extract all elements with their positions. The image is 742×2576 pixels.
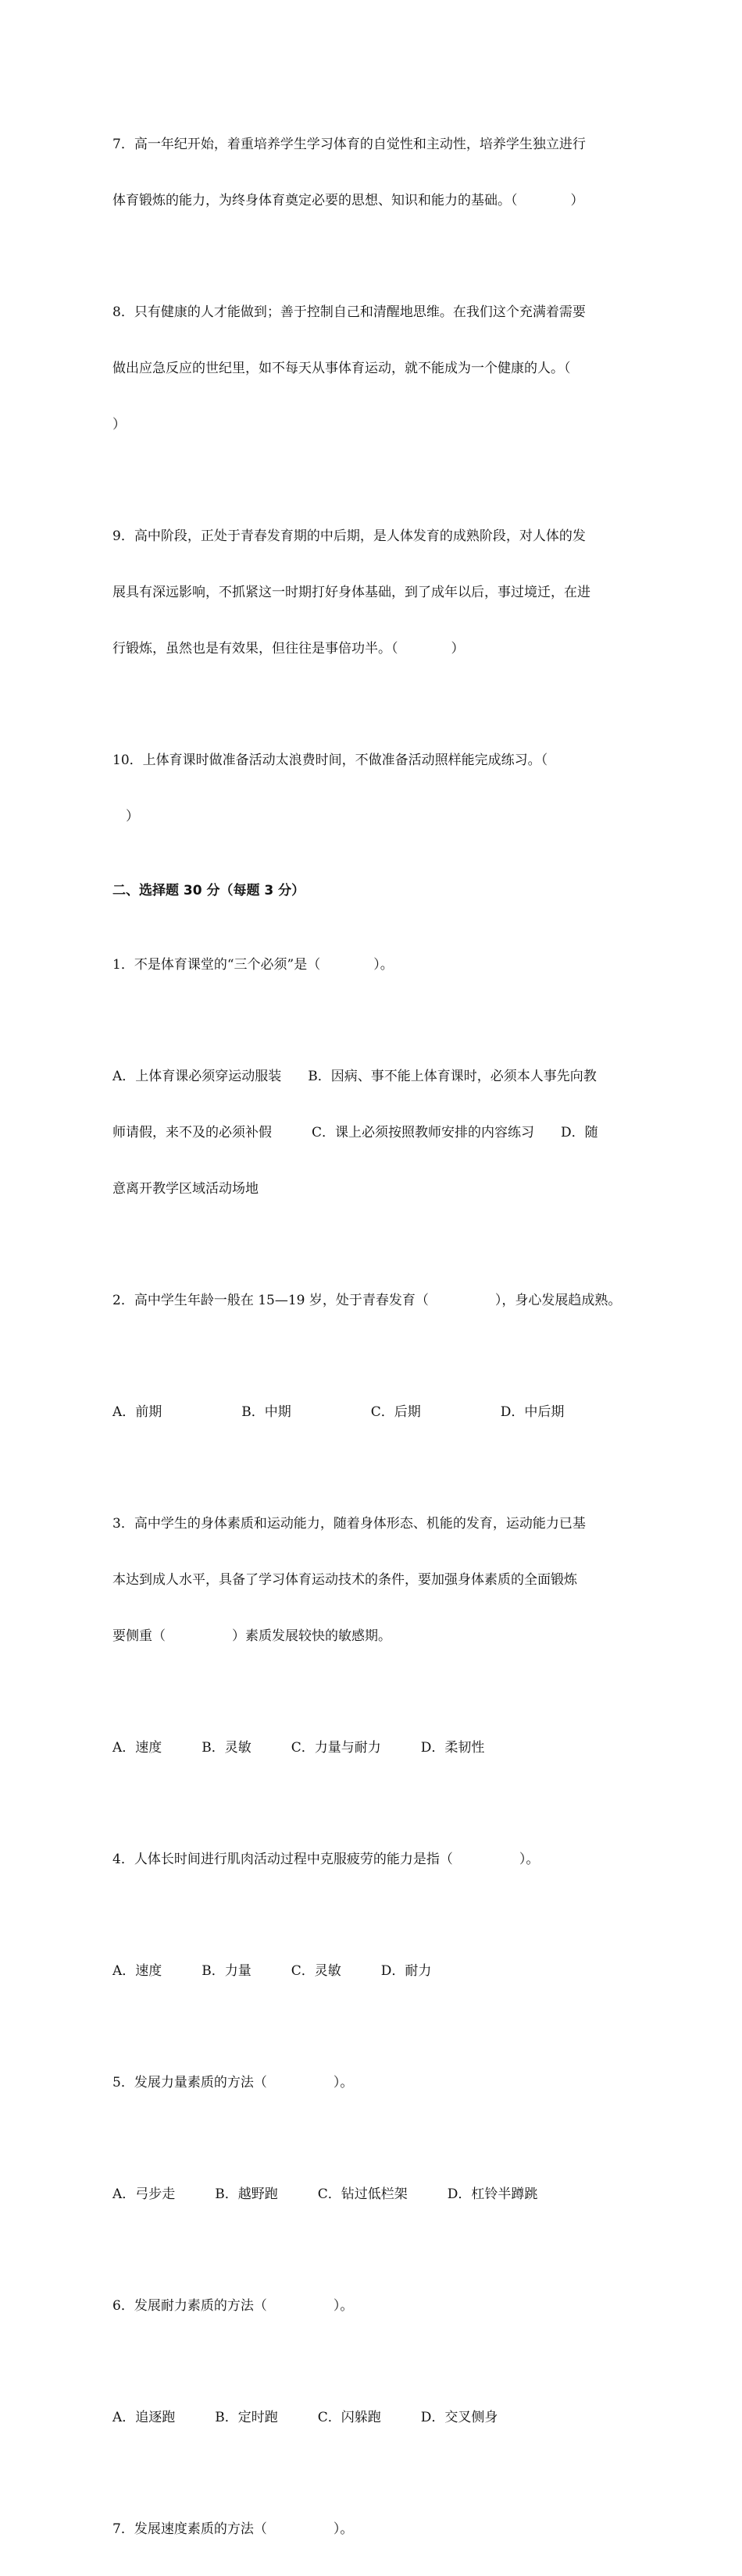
question-line: 4．人体长时间进行肌肉活动过程中克服疲劳的能力是指（ ）。 <box>112 1852 540 1867</box>
options-line: A．弓步走 B．越野跑 C．钻过低栏架 D．杠铃半蹲跳 <box>112 2186 538 2202</box>
options-line: A．速度 B．灵敏 C．力量与耐力 D．柔韧性 <box>112 1740 485 1756</box>
question-line: 1．不是体育课堂的“三个必须”是（ ）。 <box>112 957 394 973</box>
mc-options-3 <box>112 1701 664 1795</box>
options-line: 意离开教学区域活动场地 <box>112 1181 259 1197</box>
options-line: 师请假，来不及的必须补假 C．课上必须按照教师安排的内容练习 D．随 <box>112 1125 598 1140</box>
question-line: 行锻炼，虽然也是有效果，但往往是事倍功半。（ ） <box>112 641 465 656</box>
question-line: 5．发展力量素质的方法（ ）。 <box>112 2075 354 2090</box>
mc-options-2 <box>112 1365 664 1459</box>
mc-options-4 <box>112 1924 664 2018</box>
question-line: 展具有深远影响，不抓紧这一时期打好身体基础，到了成年以后，事过境迁，在进 <box>112 585 590 600</box>
question-line: 本达到成人水平，具备了学习体育运动技术的条件，要加强身体素质的全面锻炼 <box>112 1572 577 1588</box>
question-line: 体育锻炼的能力，为终身体育奠定必要的思想、知识和能力的基础。（ ） <box>112 193 584 208</box>
options-line: A．速度 B．力量 C．灵敏 D．耐力 <box>112 1963 432 1979</box>
question-line: 7．高一年纪开始，着重培养学生学习体育的自觉性和主动性，培养学生独立进行 <box>112 137 586 152</box>
tf-question-8 <box>112 265 664 471</box>
mc-question-1 <box>112 918 664 1012</box>
options-line: A．前期 B．中期 C．后期 D．中后期 <box>112 1404 565 1420</box>
mc-question-2 <box>112 1254 664 1347</box>
question-line: 做出应急反应的世纪里，如不每天从事体育运动，就不能成为一个健康的人。（ <box>112 361 571 376</box>
question-line: ） <box>112 809 139 824</box>
question-line: 7．发展速度素质的方法（ ）。 <box>112 2521 354 2537</box>
question-line: 要侧重（ ）素质发展较快的敏感期。 <box>112 1628 391 1644</box>
mc-question-6 <box>112 2259 664 2353</box>
question-line: 6．发展耐力素质的方法（ ）。 <box>112 2298 354 2314</box>
tf-question-7 <box>112 98 664 247</box>
question-line: 9．高中阶段，正处于青春发育期的中后期，是人体发育的成熟阶段，对人体的发 <box>112 528 586 544</box>
mc-options-1 <box>112 1030 664 1236</box>
options-line: A．追逐跑 B．定时跑 C．闪躲跑 D．交叉侧身 <box>112 2410 498 2425</box>
mc-options-6 <box>112 2371 664 2464</box>
question-line: ） <box>112 417 126 432</box>
question-line: 10．上体育课时做准备活动太浪费时间，不做准备活动照样能完成练习。（ <box>112 753 548 768</box>
tf-question-9 <box>112 489 664 696</box>
mc-question-3 <box>112 1477 664 1683</box>
mc-question-7 <box>112 2482 664 2576</box>
mc-options-5 <box>112 2147 664 2241</box>
options-line: A．上体育课必须穿运动服装 B．因病、事不能上体育课时，必须本人事先向教 <box>112 1069 597 1084</box>
question-line: 8．只有健康的人才能做到；善于控制自己和清醒地思维。在我们这个充满着需要 <box>112 304 586 320</box>
mc-question-4 <box>112 1813 664 1906</box>
section-title: 二、选择题 30 分（每题 3 分） <box>112 883 305 898</box>
question-line: 2．高中学生年龄一般在 15—19 岁，处于青春发育（ ），身心发展趋成熟。 <box>112 1293 622 1308</box>
mc-question-5 <box>112 2036 664 2129</box>
tf-question-10 <box>112 713 664 863</box>
question-line: 3．高中学生的身体素质和运动能力，随着身体形态、机能的发育，运动能力已基 <box>112 1516 586 1532</box>
